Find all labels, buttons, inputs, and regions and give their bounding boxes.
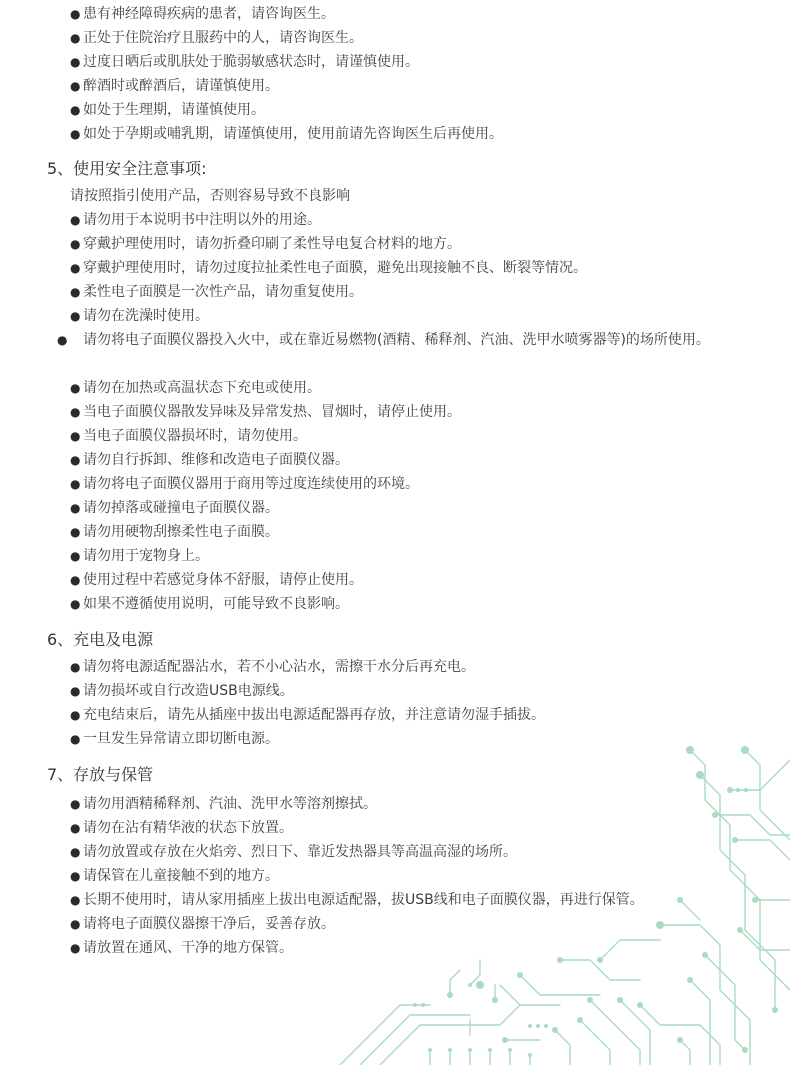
bullet-icon: ● (70, 941, 81, 955)
bullet-icon: ● (57, 333, 68, 347)
list-item (70, 98, 760, 122)
bullet-icon: ● (70, 732, 81, 746)
list-item-text: 如处于孕期或哺乳期，请谨慎使用，使用前请先咨询医生后再使用。 (83, 126, 503, 142)
bullet-icon: ● (70, 285, 81, 299)
bullet-icon: ● (70, 821, 81, 835)
bullet-icon: ● (70, 103, 81, 117)
list-item-text: 请勿将电源适配器沾水，若不小心沾水，需擦干水分后再充电。 (83, 659, 475, 675)
list-item (70, 888, 760, 912)
bullet-icon: ● (70, 917, 81, 931)
list-item-text: 请勿将电子面膜仪器投入火中，或在靠近易燃物(酒精、稀释剂、汽油、洗甲水喷雾器等)的场所使用。 (83, 332, 710, 348)
bullet-icon: ● (70, 213, 81, 227)
list-item (70, 592, 760, 616)
bullet-icon: ● (70, 893, 81, 907)
list-item (70, 496, 760, 520)
list-item (70, 26, 760, 50)
bullet-icon: ● (70, 708, 81, 722)
list-item (70, 655, 760, 679)
list-item-text: 请放置在通风、干净的地方保管。 (83, 940, 293, 956)
list-item (70, 400, 760, 424)
list-item-text: 请勿损坏或自行改造USB电源线。 (83, 683, 294, 699)
list-item (70, 2, 760, 26)
list-item-text: 请勿用硬物刮擦柔性电子面膜。 (83, 524, 279, 540)
list-item-text: 正处于住院治疗且服药中的人，请咨询医生。 (83, 30, 363, 46)
list-item (70, 727, 760, 751)
bullet-icon: ● (70, 501, 81, 515)
list-item (70, 280, 760, 304)
bullet-icon: ● (70, 453, 81, 467)
list-item (70, 232, 760, 256)
list-item (70, 816, 760, 840)
list-item (70, 448, 760, 472)
list-item (70, 424, 760, 448)
bullet-icon: ● (70, 237, 81, 251)
list-item (70, 122, 760, 146)
list-item-text: 请将电子面膜仪器擦干净后，妥善存放。 (83, 916, 335, 932)
bullet-icon: ● (70, 477, 81, 491)
list-item-text: 柔性电子面膜是一次性产品，请勿重复使用。 (83, 284, 363, 300)
list-item-text: 当电子面膜仪器损坏时，请勿使用。 (83, 428, 307, 444)
list-item-text: 过度日晒后或肌肤处于脆弱敏感状态时，请谨慎使用。 (83, 54, 419, 70)
list-item (70, 376, 760, 400)
list-item-text: 请勿在加热或高温状态下充电或使用。 (83, 380, 321, 396)
list-item-text: 如处于生理期，请谨慎使用。 (83, 102, 265, 118)
list-item-text: 请勿用于本说明书中注明以外的用途。 (83, 212, 321, 228)
section-heading: 5、使用安全注意事项: (47, 159, 207, 178)
list-item (70, 208, 760, 232)
list-item (70, 840, 760, 864)
bullet-icon: ● (70, 797, 81, 811)
bullet-icon: ● (70, 525, 81, 539)
list-item (70, 936, 760, 960)
bullet-icon: ● (70, 429, 81, 443)
bullet-icon: ● (70, 261, 81, 275)
list-item (70, 792, 760, 816)
list-item-text: 请勿将电子面膜仪器用于商用等过度连续使用的环境。 (83, 476, 419, 492)
bullet-icon: ● (70, 660, 81, 674)
bullet-icon: ● (70, 127, 81, 141)
section-heading: 6、充电及电源 (47, 630, 154, 649)
list-item (70, 912, 760, 936)
bullet-icon: ● (70, 309, 81, 323)
bullet-icon: ● (70, 597, 81, 611)
list-item-text: 使用过程中若感觉身体不舒服，请停止使用。 (83, 572, 363, 588)
bullet-icon: ● (70, 573, 81, 587)
list-item (70, 520, 760, 544)
bullet-icon: ● (70, 7, 81, 21)
list-item (70, 544, 760, 568)
list-item-text: 充电结束后，请先从插座中拔出电源适配器再存放，并注意请勿湿手插拔。 (83, 707, 545, 723)
bullet-icon: ● (70, 845, 81, 859)
list-item (70, 864, 760, 888)
list-item (70, 304, 760, 328)
list-item (70, 50, 760, 74)
list-item (57, 328, 760, 352)
bullet-icon: ● (70, 55, 81, 69)
list-item-text: 请保管在儿童接触不到的地方。 (83, 868, 279, 884)
bullet-icon: ● (70, 31, 81, 45)
list-item (70, 256, 760, 280)
bullet-icon: ● (70, 684, 81, 698)
list-item (70, 679, 760, 703)
list-item-text: 请勿在洗澡时使用。 (83, 308, 209, 324)
list-item-text: 醉酒时或醉酒后，请谨慎使用。 (83, 78, 279, 94)
list-item-text: 请勿放置或存放在火焰旁、烈日下、靠近发热器具等高温高湿的场所。 (83, 844, 517, 860)
list-item-text: 长期不使用时，请从家用插座上拔出电源适配器，拔USB线和电子面膜仪器，再进行保管。 (83, 892, 644, 908)
list-item-text: 当电子面膜仪器散发异味及异常发热、冒烟时，请停止使用。 (83, 404, 461, 420)
list-item (70, 74, 760, 98)
list-item-text: 请勿自行拆卸、维修和改造电子面膜仪器。 (83, 452, 349, 468)
list-item-text: 请勿用酒精稀释剂、汽油、洗甲水等溶剂擦拭。 (83, 796, 377, 812)
list-item-text: 请勿用于宠物身上。 (83, 548, 209, 564)
list-item (70, 472, 760, 496)
list-item-text: 穿戴护理使用时，请勿折叠印刷了柔性导电复合材料的地方。 (83, 236, 461, 252)
bullet-icon: ● (70, 549, 81, 563)
list-item-text: 请勿掉落或碰撞电子面膜仪器。 (83, 500, 279, 516)
list-item-text: 如果不遵循使用说明，可能导致不良影响。 (83, 596, 349, 612)
list-item (70, 703, 760, 727)
bullet-icon: ● (70, 405, 81, 419)
section-intro: 请按照指引使用产品，否则容易导致不良影响 (70, 188, 350, 204)
list-item-text: 一旦发生异常请立即切断电源。 (83, 731, 279, 747)
bullet-icon: ● (70, 79, 81, 93)
list-item-text: 穿戴护理使用时，请勿过度拉扯柔性电子面膜，避免出现接触不良、断裂等情况。 (83, 260, 587, 276)
list-item-text: 请勿在沾有精华液的状态下放置。 (83, 820, 293, 836)
bullet-icon: ● (70, 869, 81, 883)
section-heading: 7、存放与保管 (47, 765, 154, 784)
list-item (70, 568, 760, 592)
bullet-icon: ● (70, 381, 81, 395)
list-item-text: 患有神经障碍疾病的患者，请咨询医生。 (83, 6, 335, 22)
